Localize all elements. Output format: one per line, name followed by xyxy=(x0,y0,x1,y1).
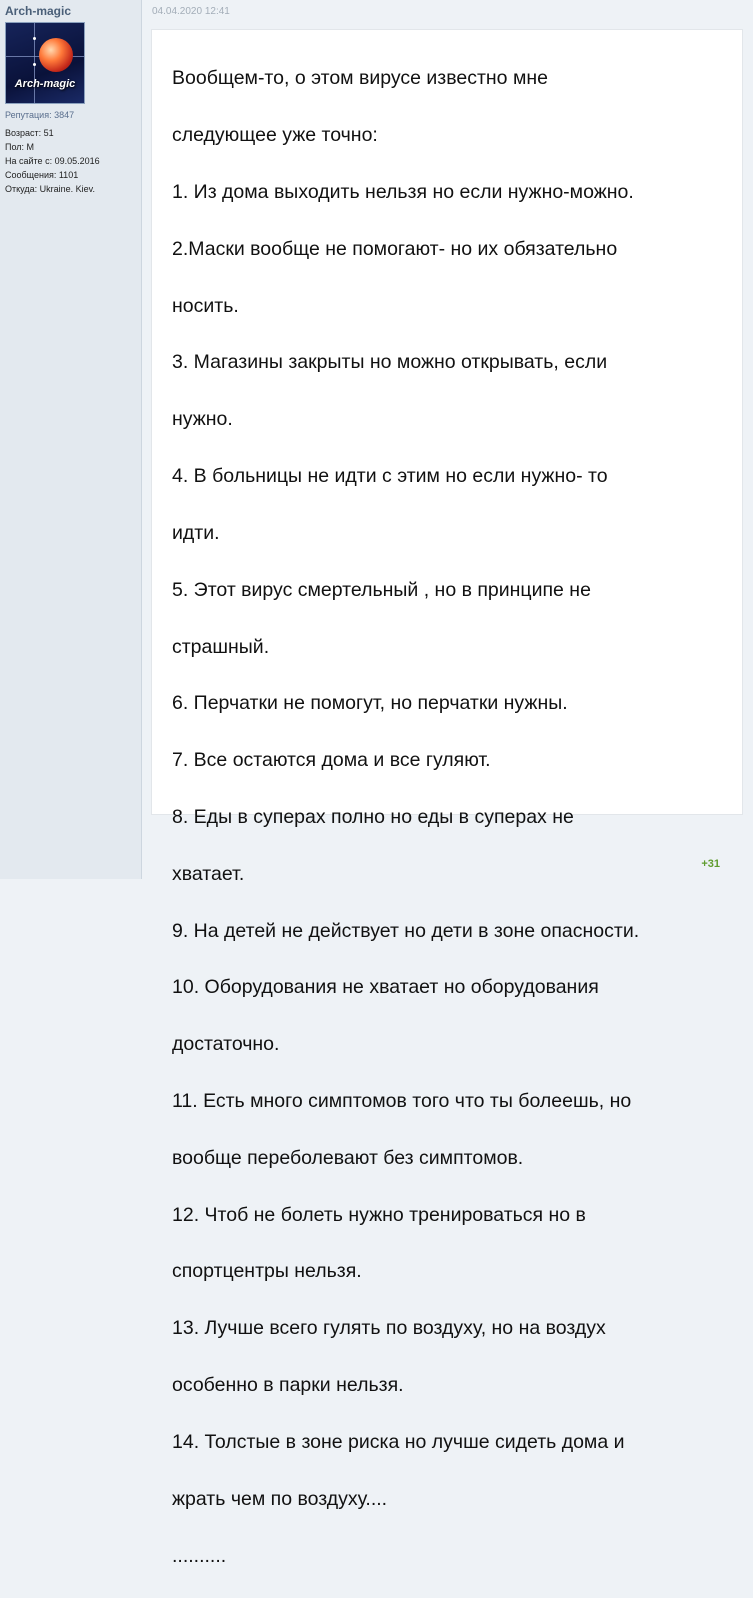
post-line: жрать чем по воздуху.... xyxy=(172,1487,388,1510)
post-line: 12. Чтоб не болеть нужно тренироваться но в xyxy=(172,1203,586,1226)
post-line: 13. Лучше всего гулять по воздуху, но на воздух xyxy=(172,1317,606,1340)
post-line: 10. Оборудования не хватает но оборудования xyxy=(172,976,599,999)
post-line: Вообщем-то, о этом вирусе известно мне xyxy=(172,67,548,90)
post-line: 8. Еды в суперах полно но еды в суперах не xyxy=(172,805,574,828)
post-line: 5. Этот вирус смертельный , но в принципе не xyxy=(172,578,591,601)
user-age: Возраст: 51 xyxy=(5,128,54,138)
user-gender: Пол: М xyxy=(5,142,35,152)
post-text xyxy=(172,36,737,1598)
post-line: .......... xyxy=(172,1544,227,1567)
post-timestamp: 04.04.2020 12:41 xyxy=(152,6,230,17)
user-message-count: Сообщения: 1101 xyxy=(5,170,79,180)
post-line: вообще переболевают без симптомов. xyxy=(172,1146,524,1169)
post-rating[interactable]: +31 xyxy=(701,858,720,870)
post-line: спортцентры нельзя. xyxy=(172,1260,362,1283)
post-line: следующее уже точно: xyxy=(172,124,378,147)
user-registration-date: На сайте с: 09.05.2016 xyxy=(5,156,100,166)
post-line: 14. Толстые в зоне риска но лучше сидеть дома и xyxy=(172,1430,625,1453)
user-location: Откуда: Ukraine. Kiev. xyxy=(5,184,95,194)
post-line: 9. На детей не действует но дети в зоне опасности. xyxy=(172,919,640,942)
post-line: носить. xyxy=(172,294,239,317)
user-reputation[interactable]: Репутация: 3847 xyxy=(5,110,75,120)
avatar-logo-text: Arch-magic xyxy=(14,78,76,90)
post-line: 6. Перчатки не помогут, но перчатки нужны. xyxy=(172,692,568,715)
post-line: 2.Маски вообще не помогают- но их обязательно xyxy=(172,237,618,260)
post-line: 3. Магазины закрыты но можно открывать, если xyxy=(172,351,608,374)
avatar-decor-dot xyxy=(33,37,36,40)
avatar[interactable] xyxy=(5,22,85,104)
post-line: страшный. xyxy=(172,635,270,658)
post-line: идти. xyxy=(172,521,220,544)
post-line: 11. Есть много симптомов того что ты болеешь, но xyxy=(172,1090,632,1113)
post-line: нужно. xyxy=(172,408,233,431)
post-line: 1. Из дома выходить нельзя но если нужно-можно. xyxy=(172,181,634,204)
avatar-orb xyxy=(39,38,73,72)
username-link[interactable]: Arch-magic xyxy=(5,4,72,18)
post-line: достаточно. xyxy=(172,1033,280,1056)
post-line: 4. В больницы не идти с этим но если нужно- то xyxy=(172,465,608,488)
post-line: особенно в парки нельзя. xyxy=(172,1374,404,1397)
avatar-decor-dot xyxy=(33,63,36,66)
user-sidebar xyxy=(0,0,142,879)
post-line: хватает. xyxy=(172,862,245,885)
post-line: 7. Все остаются дома и все гуляют. xyxy=(172,749,491,772)
